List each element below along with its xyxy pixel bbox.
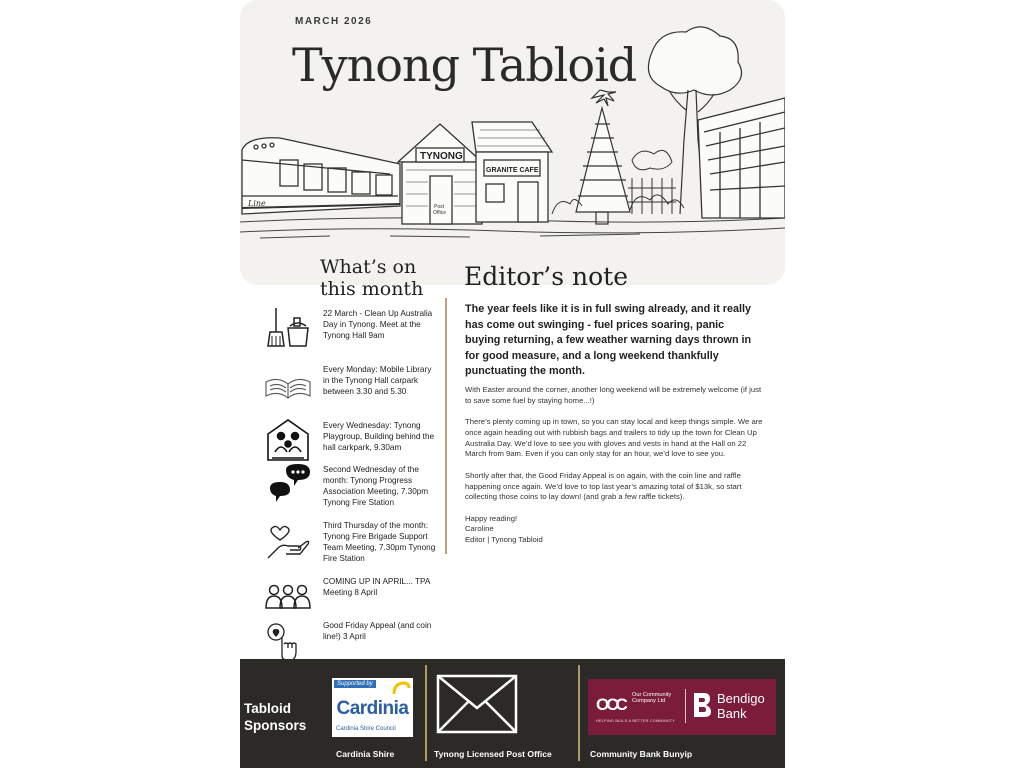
editors-note-paragraph: With Easter around the corner, another long weekend will be extremely welcome (if just to save some fuel by staying home...!)	[465, 385, 762, 405]
event-item	[264, 462, 444, 512]
bank-word: Bank	[717, 706, 747, 721]
envelope-icon	[436, 674, 518, 734]
event-item	[264, 306, 444, 356]
group-people-icon	[264, 574, 312, 618]
editors-note-lead: The year feels like it is in full swing already, and it really has come out swinging - fuel prices soaring, panic buying returning, a few weather warning days thrown in for good measure, and a long weekend thankfully punctuating the month.	[465, 303, 752, 377]
event-text: Third Thursday of the month: Tynong Fire Brigade Support Team Meeting, 7.30pm Tynong Fire Station	[323, 521, 436, 563]
event-item	[264, 574, 444, 624]
event-text: Every Monday: Mobile Library in the Tynong Hall carpark between 3.30 and 5.30	[323, 365, 432, 396]
editors-note-paragraph: There’s plenty coming up in town, so you can stay local and keep things simple. We are once again heading out with rubbish bags and trailers to tidy up the town for Clean Up Australia Day. We’d love to see you with gloves and vests in hand at the Hall on 22 March from 9am. Even if you can only stay for an hour, we’d love to see you.	[465, 417, 763, 459]
bendigo-bank-logo	[588, 679, 776, 735]
event-text: Every Wednesday: Tynong Playgroup, Building behind the hall carkpark, 9.30am	[323, 421, 435, 452]
train-line-label: Line	[248, 199, 266, 208]
sponsors-label-line2: Sponsors	[244, 718, 307, 733]
cafe-sign: GRANITE CAFE	[486, 167, 539, 174]
cleaning-supplies-icon	[264, 306, 312, 350]
post-sign: Post	[434, 204, 445, 210]
event-text: Second Wednesday of the month: Tynong Progress Association Meeting, 7.30pm Tynong Fire Station	[323, 465, 429, 507]
logo-separator	[685, 689, 686, 723]
sponsors-label	[244, 700, 324, 734]
editors-note-heading: Editor’s note	[464, 262, 629, 291]
newsletter-title: Tynong Tabloid	[292, 38, 637, 92]
cardinia-wordmark: Cardinia	[336, 698, 409, 719]
family-home-icon	[264, 418, 312, 462]
whats-on-heading-line1: What’s on	[320, 256, 417, 278]
editors-note-paragraph: Shortly after that, the Good Friday Appeal is on again, with the coin line and raffle happening once again. We’d love to top last year’s amazing total of $13k, so start collecting those coins to lay down! (and grab a few raffle tickets).	[465, 470, 742, 502]
bendigo-word: Bendigo	[717, 691, 765, 706]
editors-name: Caroline	[465, 524, 494, 534]
event-item	[264, 418, 444, 468]
supported-by-tag: Supported by	[334, 680, 376, 688]
event-text: COMING UP IN APRIL... TPA Meeting 8 April	[323, 577, 430, 597]
footer-divider	[425, 665, 427, 761]
occ-tagline: HELPING BUILD A BETTER COMMUNITY	[596, 719, 675, 723]
newsletter-page	[240, 0, 785, 768]
bendigo-bank-wordmark	[717, 691, 765, 721]
cardinia-council-text: Cardinia Shire Council	[336, 726, 396, 732]
sponsor-name-community-bank: Community Bank Bunyip	[590, 749, 693, 759]
cardinia-shire-logo	[332, 678, 413, 737]
editors-note-body	[465, 385, 765, 546]
occ-text: Our Community Company Ltd	[632, 692, 672, 705]
open-book-icon	[264, 362, 312, 406]
event-text: 22 March - Clean Up Australia Day in Tynong. Meet at the Tynong Hall 9am	[323, 309, 433, 340]
event-text: Good Friday Appeal (and coin line!) 3 April	[323, 621, 432, 641]
editors-role: Editor | Tynong Tabloid	[465, 535, 543, 545]
sponsors-label-line1: Tabloid	[244, 701, 291, 716]
event-item	[264, 362, 444, 412]
occ-mark: OCC	[596, 695, 625, 714]
speech-bubbles-icon	[264, 462, 312, 506]
bendigo-b-icon	[692, 691, 712, 719]
donation-hand-icon	[264, 618, 312, 662]
office-sign: Office	[433, 210, 446, 216]
heart-hand-icon	[264, 518, 312, 562]
event-item	[264, 518, 444, 568]
tynong-sign: TYNONG	[420, 151, 463, 162]
sponsor-name-post-office: Tynong Licensed Post Office	[434, 749, 552, 759]
sponsors-footer	[240, 659, 785, 768]
whats-on-heading	[320, 256, 440, 300]
sponsor-name-cardinia: Cardinia Shire	[336, 749, 395, 759]
column-divider	[445, 298, 447, 554]
issue-date: MARCH 2026	[295, 16, 373, 27]
whats-on-heading-line2: this month	[320, 278, 424, 300]
cardinia-swoosh-icon	[391, 680, 411, 700]
footer-divider	[578, 665, 580, 761]
editors-signoff: Happy reading!	[465, 513, 518, 523]
